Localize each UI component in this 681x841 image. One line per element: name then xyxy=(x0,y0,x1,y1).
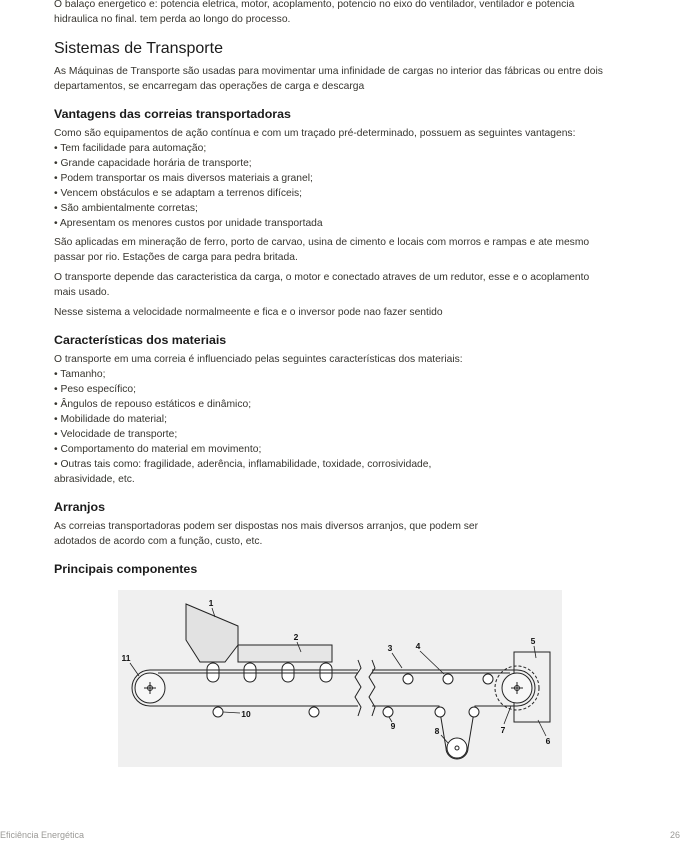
list-item: • Mobilidade do material; xyxy=(54,414,167,425)
list-item: • Podem transportar os mais diversos materiais a granel; xyxy=(54,173,313,184)
materials-list xyxy=(54,352,674,487)
applications-paragraph xyxy=(54,235,674,265)
footer-document-title: Eficiência Energética xyxy=(0,830,85,840)
list-item: • Outras tais como: fragilidade, aderência, inflamabilidade, toxidade, corrosividade, xyxy=(54,459,432,470)
figure-label-6: 6 xyxy=(545,736,551,746)
take-up-pulley xyxy=(447,738,467,758)
speed-note-paragraph xyxy=(54,305,674,320)
list-item: • Apresentam os menores custos por unidade transportada xyxy=(54,218,323,229)
paragraph-line: adotados de acordo com a função, custo, etc. xyxy=(54,536,263,547)
conveyor-components-figure xyxy=(118,590,562,767)
carrying-idler xyxy=(403,674,413,684)
paragraph-line: As Máquinas de Transporte são usadas para movimentar uma infinidade de cargas no interior das fábricas ou entre dois xyxy=(54,66,603,77)
intro-paragraph xyxy=(54,0,674,27)
list-item: • São ambientalmente corretas; xyxy=(54,203,198,214)
arrangements-paragraph xyxy=(54,519,674,549)
list-item: • Grande capacidade horária de transporte; xyxy=(54,158,252,169)
list-item: • Velocidade de transporte; xyxy=(54,429,178,440)
list-item: • Ângulos de repouso estáticos e dinâmico; xyxy=(54,399,252,410)
subsection-title-arrangements: Arranjos xyxy=(54,500,105,514)
list-item: • Tem facilidade para automação; xyxy=(54,143,207,154)
footer-page-number: 26 xyxy=(669,830,680,840)
materials-lead: O transporte em uma correia é influenciado pelas seguintes características dos materiais: xyxy=(54,354,463,365)
carrying-idler xyxy=(443,674,453,684)
paragraph-line: Nesse sistema a velocidade normalmeente e fica e o inversor pode nao fazer sentido xyxy=(54,307,443,318)
paragraph-line: As correias transportadoras podem ser dispostas nos mais diversos arranjos, que podem ser xyxy=(54,521,479,532)
figure-label-7: 7 xyxy=(500,725,506,735)
return-idler xyxy=(213,707,223,717)
feed-hopper xyxy=(186,604,238,662)
figure-label-1: 1 xyxy=(208,598,214,608)
paragraph-line: departamentos, se encarregam das operações de carga e descarga xyxy=(54,81,365,92)
leader-line-4 xyxy=(420,651,444,674)
leader-line-3 xyxy=(392,653,402,668)
return-idler xyxy=(383,707,393,717)
transport-systems-paragraph xyxy=(54,64,674,94)
return-idler xyxy=(309,707,319,717)
figure-label-2: 2 xyxy=(293,632,299,642)
dependency-paragraph xyxy=(54,270,674,300)
subsection-title-materials: Características dos materiais xyxy=(54,333,227,347)
conveyor-diagram xyxy=(118,590,562,767)
figure-label-11: 11 xyxy=(121,653,131,663)
figure-label-3: 3 xyxy=(387,643,393,653)
break-mark xyxy=(369,660,375,716)
list-item: • Peso específico; xyxy=(54,384,137,395)
break-mark xyxy=(355,660,361,716)
figure-label-5: 5 xyxy=(530,636,536,646)
leader-line-11 xyxy=(130,663,139,676)
intro-line: hidraulica no final. tem perda ao longo do processo. xyxy=(54,14,291,25)
snub-pulley xyxy=(469,707,479,717)
list-item: • Tamanho; xyxy=(54,369,106,380)
bend-pulley xyxy=(435,707,445,717)
figure-label-9: 9 xyxy=(390,721,396,731)
list-item-continuation: abrasividade, etc. xyxy=(54,474,135,485)
carrying-idler xyxy=(483,674,493,684)
paragraph-line: passar por rio. Estações de carga para pedra britada. xyxy=(54,252,298,263)
figure-label-4: 4 xyxy=(415,641,421,651)
list-item: • Comportamento do material em movimento; xyxy=(54,444,262,455)
figure-label-8: 8 xyxy=(434,726,440,736)
section-title-transport-systems: Sistemas de Transporte xyxy=(54,40,223,57)
paragraph-line: São aplicadas em mineração de ferro, porto de carvao, usina de cimento e locais com morros e rampas e ate mesmo xyxy=(54,237,590,248)
list-item: • Vencem obstáculos e se adaptam a terrenos difíceis; xyxy=(54,188,303,199)
subsection-title-components: Principais componentes xyxy=(54,562,198,576)
skirt-board xyxy=(238,645,332,662)
figure-label-10: 10 xyxy=(241,709,251,719)
leader-line-10 xyxy=(223,712,240,713)
subsection-title-advantages: Vantagens das correias transportadoras xyxy=(54,107,291,121)
advantages-list xyxy=(54,126,674,231)
intro-line: O balaço energetico e: potencia eletrica, motor, acoplamento, potencio no eixo do ventilador, ventilador e potencia xyxy=(54,0,575,10)
paragraph-line: mais usado. xyxy=(54,287,110,298)
paragraph-line: O transporte depende das caracteristica da carga, o motor e conectado atraves de um redutor, esse e o acoplamento xyxy=(54,272,590,283)
advantages-lead: Como são equipamentos de ação contínua e com um traçado pré-determinado, possuem as seguintes vantagens: xyxy=(54,128,576,139)
leader-line-7 xyxy=(504,706,511,724)
